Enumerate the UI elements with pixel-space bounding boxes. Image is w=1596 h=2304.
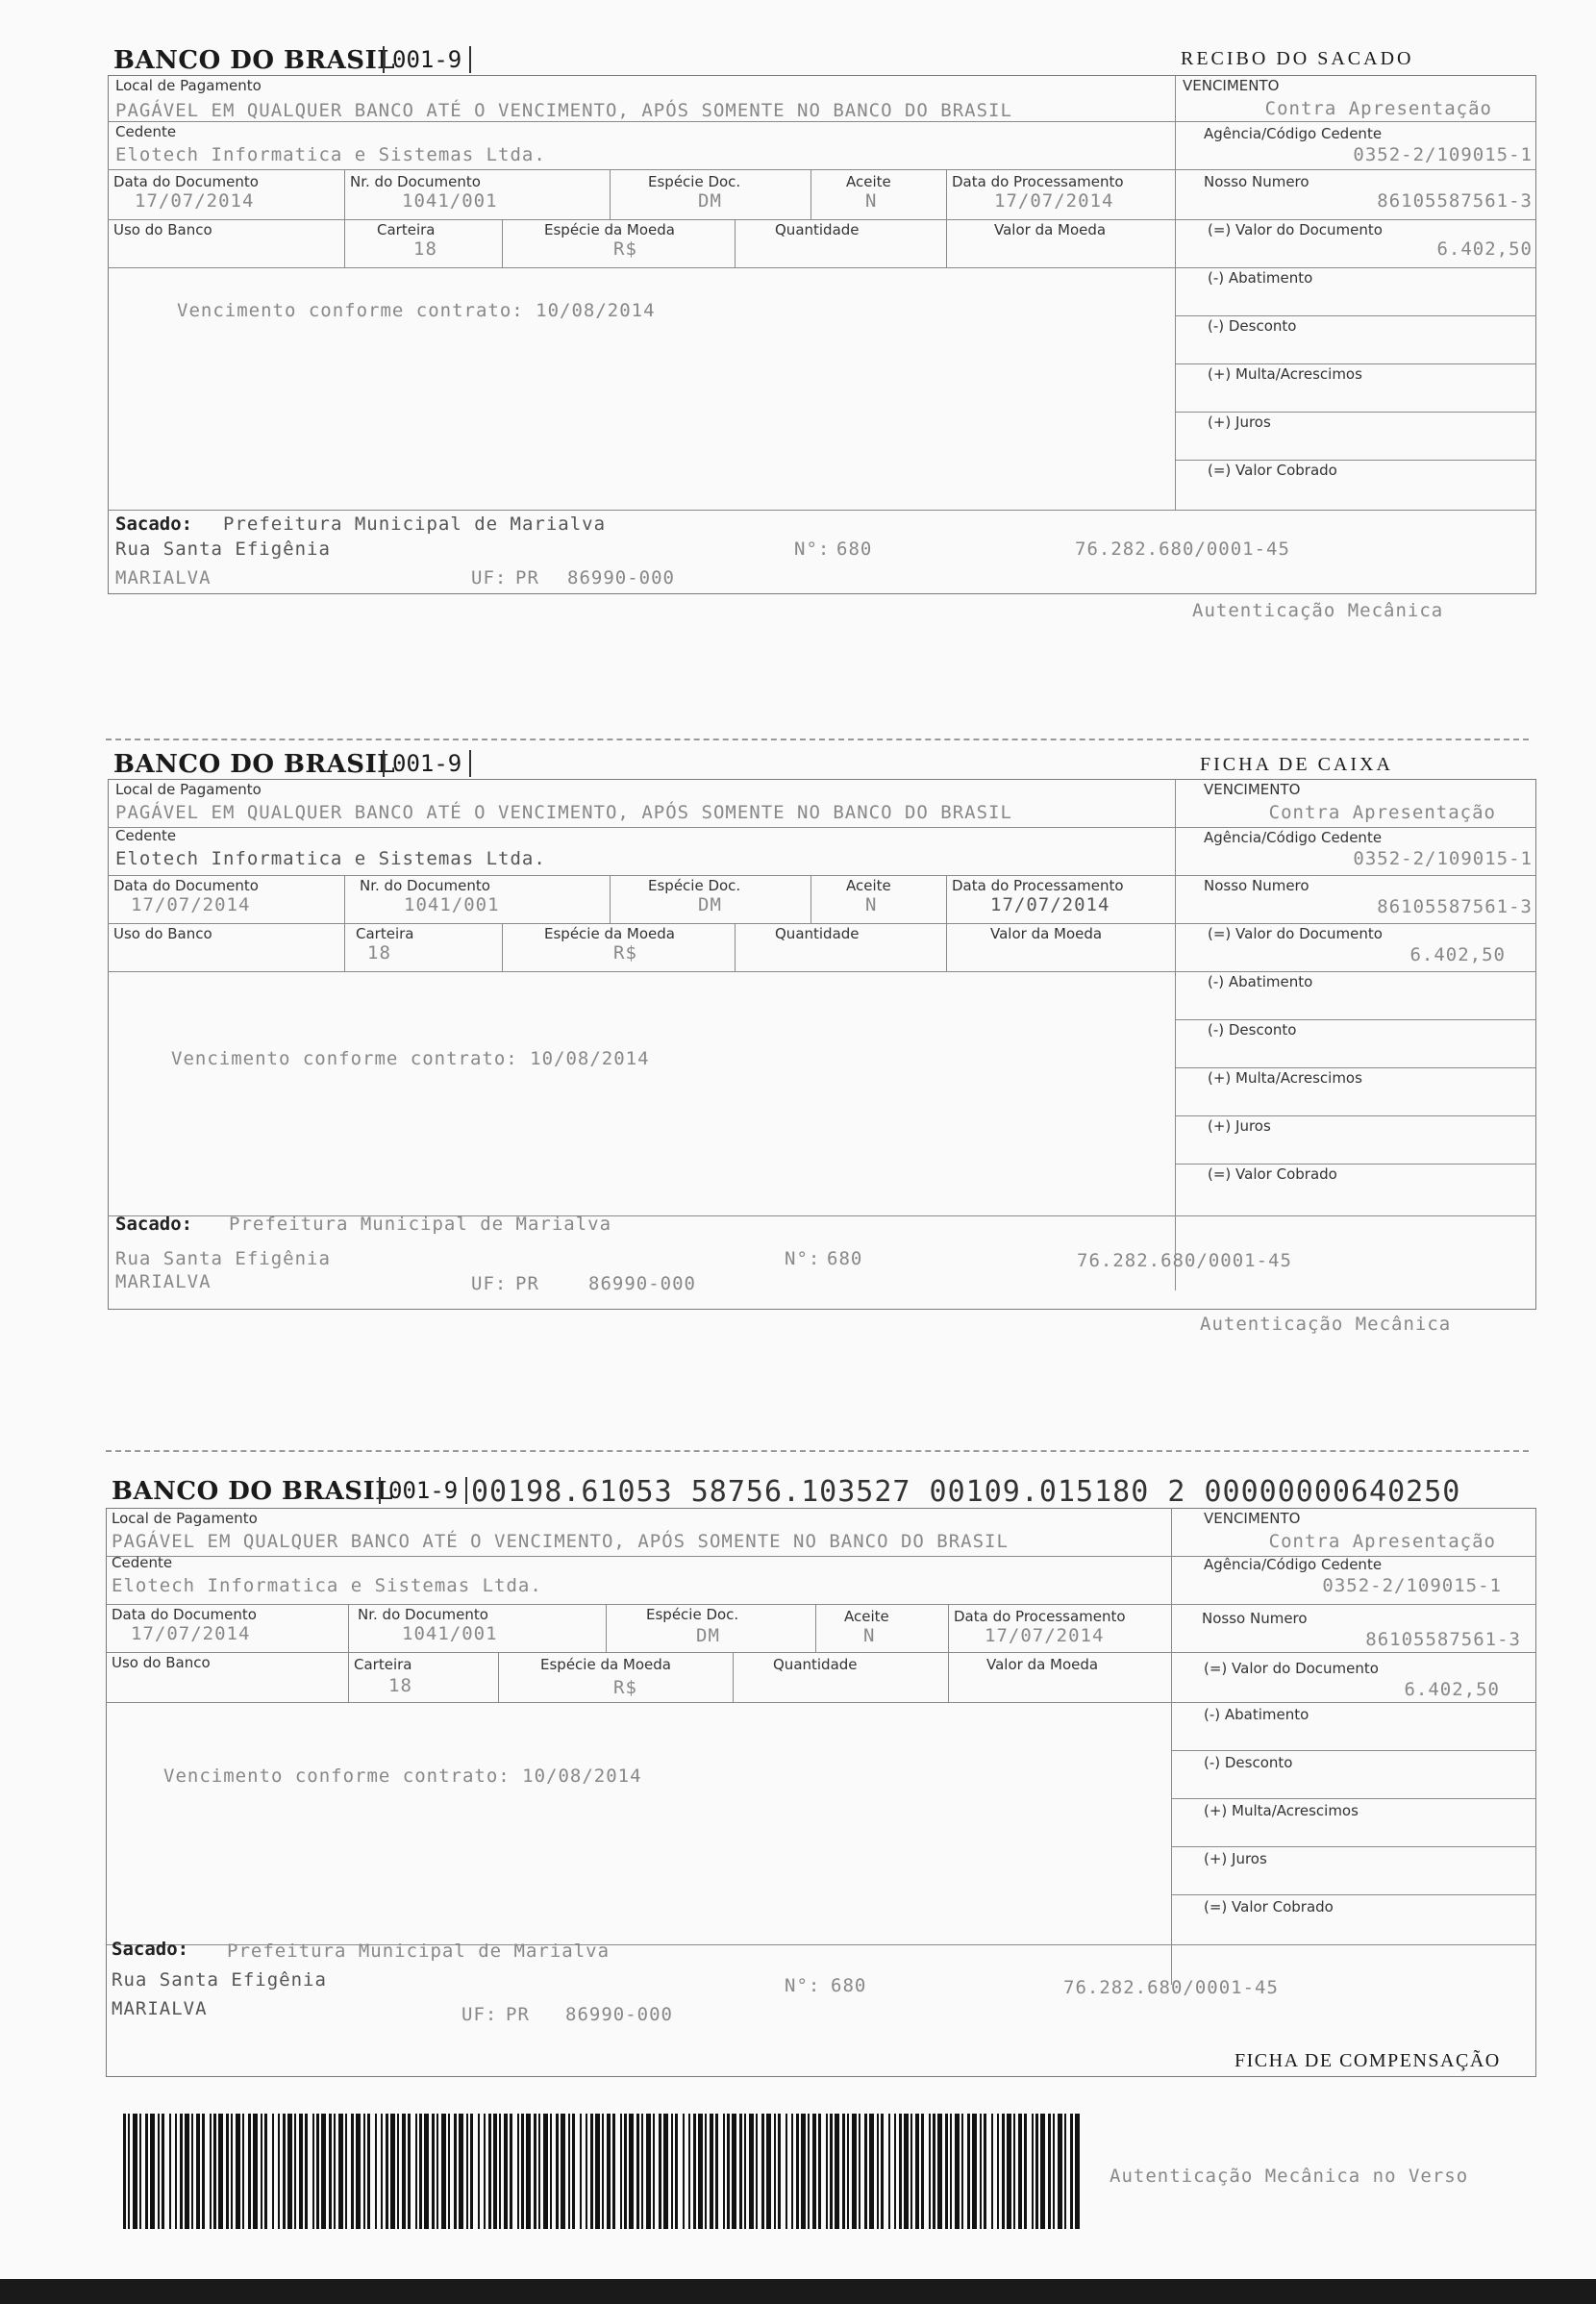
label-valor-moeda: Valor da Moeda [994,221,1107,238]
cedente: Elotech Informatica e Sistemas Ltda. [115,144,546,165]
label-carteira: Carteira [356,925,414,942]
especie-doc: DM [696,1625,720,1646]
label-especie-moeda: Espécie da Moeda [540,1656,671,1673]
sacado-cep: 86990-000 [567,567,675,589]
autenticacao-mecanica: Autenticação Mecânica [1200,1314,1452,1335]
label-cedente: Cedente [115,827,177,844]
label-sacado: Sacado: [115,1214,193,1235]
sacado-cnpj: 76.282.680/0001-45 [1077,1250,1292,1271]
label-desconto: (-) Desconto [1208,1021,1297,1039]
label-aceite: Aceite [844,1608,889,1625]
sacado-uf-prefix: UF: [471,1273,508,1294]
sacado-numero: 680 [831,1975,867,1996]
label-multa: (+) Multa/Acrescimos [1208,1069,1362,1087]
label-valor-cobrado: (=) Valor Cobrado [1204,1898,1334,1916]
label-sacado: Sacado: [115,513,193,535]
label-juros: (+) Juros [1204,1850,1267,1867]
carteira: 18 [413,238,437,260]
sacado-uf: PR [515,567,539,589]
nosso-numero: 86105587561-3 [1365,1629,1521,1650]
label-especie-doc: Espécie Doc. [648,877,741,894]
sacado-cidade: MARIALVA [115,567,212,589]
label-abatimento: (-) Abatimento [1208,973,1313,990]
label-agencia: Agência/Código Cedente [1204,1556,1383,1573]
label-valor-cobrado: (=) Valor Cobrado [1208,1165,1337,1183]
label-nosso-numero: Nosso Numero [1204,173,1309,190]
label-nr-documento: Nr. do Documento [358,1606,488,1623]
especie-doc: DM [698,894,722,915]
label-data-documento: Data do Documento [113,877,259,894]
label-local-pagamento: Local de Pagamento [115,781,262,798]
aceite: N [863,1625,876,1646]
nosso-numero: 86105587561-3 [1377,896,1533,917]
label-valor-cobrado: (=) Valor Cobrado [1208,462,1337,479]
label-desconto: (-) Desconto [1204,1754,1293,1771]
instrucao-vencimento: Vencimento conforme contrato: 10/08/2014 [177,300,656,321]
label-data-processamento: Data do Processamento [954,1608,1126,1625]
nr-documento: 1041/001 [404,894,500,915]
label-valor-documento: (=) Valor do Documento [1208,925,1383,942]
carteira: 18 [388,1675,412,1696]
label-vencimento: VENCIMENTO [1183,77,1280,94]
instrucao-vencimento: Vencimento conforme contrato: 10/08/2014 [163,1766,642,1787]
cedente: Elotech Informatica e Sistemas Ltda. [112,1575,542,1596]
cedente: Elotech Informatica e Sistemas Ltda. [115,848,546,869]
label-local-pagamento: Local de Pagamento [112,1510,258,1527]
data-processamento: 17/07/2014 [985,1625,1105,1646]
label-agencia: Agência/Código Cedente [1204,125,1383,142]
instrucao-vencimento: Vencimento conforme contrato: 10/08/2014 [171,1048,650,1069]
label-carteira: Carteira [354,1656,412,1673]
label-data-documento: Data do Documento [113,173,259,190]
label-multa: (+) Multa/Acrescimos [1204,1802,1359,1819]
valor-documento: 6.402,50 [1436,238,1533,260]
agencia-codigo-cedente: 0352-2/109015-1 [1353,144,1533,165]
sacado-nome: Prefeitura Municipal de Marialva [229,1214,612,1235]
nosso-numero: 86105587561-3 [1377,190,1533,212]
sacado-nome: Prefeitura Municipal de Marialva [223,513,607,535]
label-carteira: Carteira [377,221,436,238]
label-valor-moeda: Valor da Moeda [986,1656,1099,1673]
data-processamento: 17/07/2014 [994,190,1114,212]
label-valor-documento: (=) Valor do Documento [1208,221,1383,238]
label-data-processamento: Data do Processamento [952,877,1124,894]
carteira: 18 [367,942,391,964]
bank-name: BANCO DO BRASIL [113,750,396,779]
sacado-endereco: Rua Santa Efigênia [115,538,331,560]
data-documento: 17/07/2014 [135,190,255,212]
label-aceite: Aceite [846,877,891,894]
label-cedente: Cedente [115,123,177,140]
sacado-uf: PR [506,2004,530,2025]
vencimento: Contra Apresentação [1268,802,1496,823]
label-local-pagamento: Local de Pagamento [115,77,262,94]
sacado-numero: 680 [827,1248,863,1269]
sacado-endereco: Rua Santa Efigênia [112,1969,327,1991]
barcode [123,2114,1079,2229]
label-cedente: Cedente [112,1554,173,1571]
agencia-codigo-cedente: 0352-2/109015-1 [1353,848,1533,869]
label-nr-documento: Nr. do Documento [350,173,481,190]
sacado-cep: 86990-000 [565,2004,673,2025]
slip-title: FICHA DE CAIXA [1200,754,1393,775]
label-uso-banco: Uso do Banco [113,925,212,942]
label-data-documento: Data do Documento [112,1606,257,1623]
label-quantidade: Quantidade [775,221,860,238]
data-processamento: 17/07/2014 [990,894,1110,915]
sacado-endereco: Rua Santa Efigênia [115,1248,331,1269]
nr-documento: 1041/001 [402,190,498,212]
bank-name: BANCO DO BRASIL [113,46,396,75]
sacado-numero: 680 [836,538,873,560]
bank-code: 001-9 [383,750,471,777]
label-multa: (+) Multa/Acrescimos [1208,365,1362,383]
slip-recibo-sacado [0,0,1596,621]
slip-title: RECIBO DO SACADO [1181,48,1414,69]
sacado-nome: Prefeitura Municipal de Marialva [227,1941,611,1962]
sacado-cidade: MARIALVA [115,1271,212,1292]
slip-ficha-caixa [0,704,1596,1339]
label-nosso-numero: Nosso Numero [1204,877,1309,894]
label-data-processamento: Data do Processamento [952,173,1124,190]
label-nr-documento: Nr. do Documento [360,877,490,894]
sacado-uf-prefix: UF: [461,2004,498,2025]
especie-moeda: R$ [613,1677,637,1698]
sacado-uf-prefix: UF: [471,567,508,589]
label-nosso-numero: Nosso Numero [1202,1610,1308,1627]
bank-code: 001-9 [379,1477,467,1504]
label-vencimento: VENCIMENTO [1204,781,1301,798]
label-abatimento: (-) Abatimento [1204,1706,1309,1723]
sacado-cidade: MARIALVA [112,1998,208,2019]
barcode-bar [1075,2114,1080,2229]
valor-documento: 6.402,50 [1409,944,1506,965]
bank-code: 001-9 [383,46,471,73]
sacado-uf: PR [515,1273,539,1294]
label-uso-banco: Uso do Banco [112,1654,211,1671]
sacado-cnpj: 76.282.680/0001-45 [1075,538,1290,560]
autenticacao-mecanica: Autenticação Mecânica [1192,600,1444,621]
label-especie-moeda: Espécie da Moeda [544,221,675,238]
label-especie-doc: Espécie Doc. [646,1606,739,1623]
agencia-codigo-cedente: 0352-2/109015-1 [1322,1575,1502,1596]
label-desconto: (-) Desconto [1208,317,1297,335]
sacado-cnpj: 76.282.680/0001-45 [1063,1977,1279,1998]
bank-name: BANCO DO BRASIL [112,1477,394,1506]
autenticacao-mecanica: Autenticação Mecânica no Verso [1110,2166,1469,2187]
especie-doc: DM [698,190,722,212]
local-pagamento: PAGÁVEL EM QUALQUER BANCO ATÉ O VENCIMENTO, APÓS SOMENTE NO BANCO DO BRASIL [115,100,1012,121]
sacado-numero-prefix: N°: [785,1248,821,1269]
valor-documento: 6.402,50 [1404,1679,1500,1700]
data-documento: 17/07/2014 [131,1623,251,1644]
label-abatimento: (-) Abatimento [1208,269,1313,287]
label-especie-moeda: Espécie da Moeda [544,925,675,942]
local-pagamento: PAGÁVEL EM QUALQUER BANCO ATÉ O VENCIMENTO, APÓS SOMENTE NO BANCO DO BRASIL [112,1531,1009,1552]
label-aceite: Aceite [846,173,891,190]
especie-moeda: R$ [613,238,637,260]
label-juros: (+) Juros [1208,1117,1271,1135]
label-quantidade: Quantidade [775,925,860,942]
aceite: N [865,190,878,212]
label-sacado: Sacado: [112,1939,189,1960]
label-valor-documento: (=) Valor do Documento [1204,1660,1379,1677]
label-agencia: Agência/Código Cedente [1204,829,1383,846]
sacado-numero-prefix: N°: [794,538,831,560]
cut-line [106,1450,1529,1452]
label-valor-moeda: Valor da Moeda [990,925,1103,942]
especie-moeda: R$ [613,942,637,964]
data-documento: 17/07/2014 [131,894,251,915]
label-vencimento: VENCIMENTO [1204,1510,1301,1527]
sacado-numero-prefix: N°: [785,1975,821,1996]
vencimento: Contra Apresentação [1268,1531,1496,1552]
label-juros: (+) Juros [1208,413,1271,431]
label-uso-banco: Uso do Banco [113,221,212,238]
nr-documento: 1041/001 [402,1623,498,1644]
vencimento: Contra Apresentação [1264,98,1492,119]
label-especie-doc: Espécie Doc. [648,173,741,190]
sacado-cep: 86990-000 [588,1273,696,1294]
slip-title: FICHA DE COMPENSAÇÃO [1234,2050,1501,2071]
label-quantidade: Quantidade [773,1656,858,1673]
scan-edge [0,2279,1596,2304]
aceite: N [865,894,878,915]
linha-digitavel: 00198.61053 58756.103527 00109.015180 2 00000000640250 [471,1475,1461,1509]
local-pagamento: PAGÁVEL EM QUALQUER BANCO ATÉ O VENCIMENTO, APÓS SOMENTE NO BANCO DO BRASIL [115,802,1012,823]
